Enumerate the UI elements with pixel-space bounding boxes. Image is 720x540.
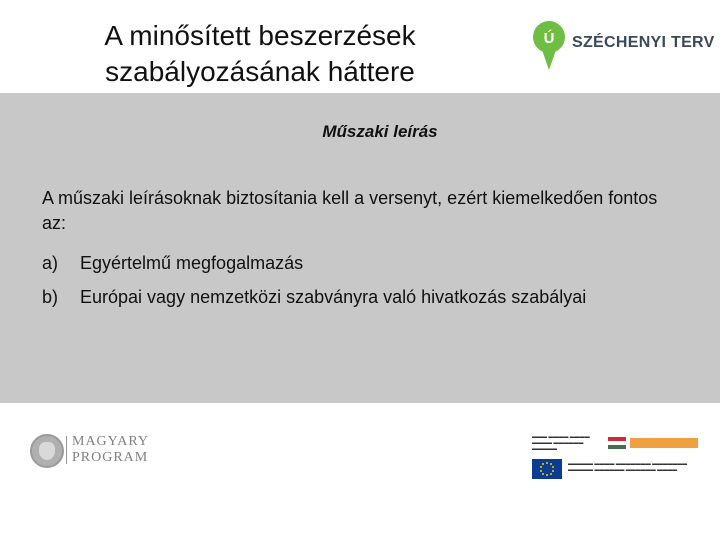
- magyary-logo-line-2: PROGRAM: [72, 450, 149, 465]
- magyary-program-logo: [30, 432, 160, 472]
- szechenyi-terv-text: SZÉCHENYI TERV: [572, 34, 715, 51]
- intro-paragraph: A műszaki leírásoknak biztosítania kell a versenyt, ezért kiemelkedően fontos az:: [42, 188, 658, 233]
- new-hungary-banner: [630, 438, 698, 448]
- eu-fineprint: ▬▬▬▬▬ ▬▬▬▬ ▬▬▬▬▬▬▬ ▬▬▬▬▬▬▬ ▬▬▬▬▬ ▬▬▬▬▬▬ ▬▬▬▬▬▬ ▬▬▬▬: [568, 461, 688, 473]
- list-item: [42, 250, 702, 284]
- slide-title-line-2: szabályozásának háttere: [105, 56, 415, 87]
- list-marker: a): [42, 253, 59, 273]
- map-pin-icon: [532, 20, 566, 72]
- funding-logos: [532, 432, 702, 480]
- list-item: [42, 284, 702, 318]
- eu-flag-icon: [532, 459, 562, 479]
- list-marker: b): [42, 287, 59, 307]
- government-fineprint: ▬▬▬ ▬▬▬▬ ▬▬▬▬ ▬▬▬▬ ▬▬▬▬▬▬ ▬▬▬▬▬: [532, 434, 590, 452]
- logo-badge-text: Ú: [543, 30, 555, 47]
- list-item-text: Európai vagy nemzetközi szabványra való hivatkozás szabályai: [80, 287, 587, 307]
- slide-title-line-1: A minősített beszerzések: [104, 20, 416, 51]
- logo-divider: [66, 436, 67, 464]
- requirements-list: [42, 250, 702, 318]
- section-subtitle: Műszaki leírás: [322, 122, 438, 141]
- slide-title: [70, 18, 450, 90]
- list-item-text: Egyértelmű megfogalmazás: [80, 253, 304, 273]
- szechenyi-terv-logo: [532, 20, 715, 72]
- magyary-portrait-icon: [30, 434, 64, 468]
- hungarian-flag-icon: [608, 437, 626, 449]
- magyary-logo-line-1: MAGYARY: [72, 434, 150, 449]
